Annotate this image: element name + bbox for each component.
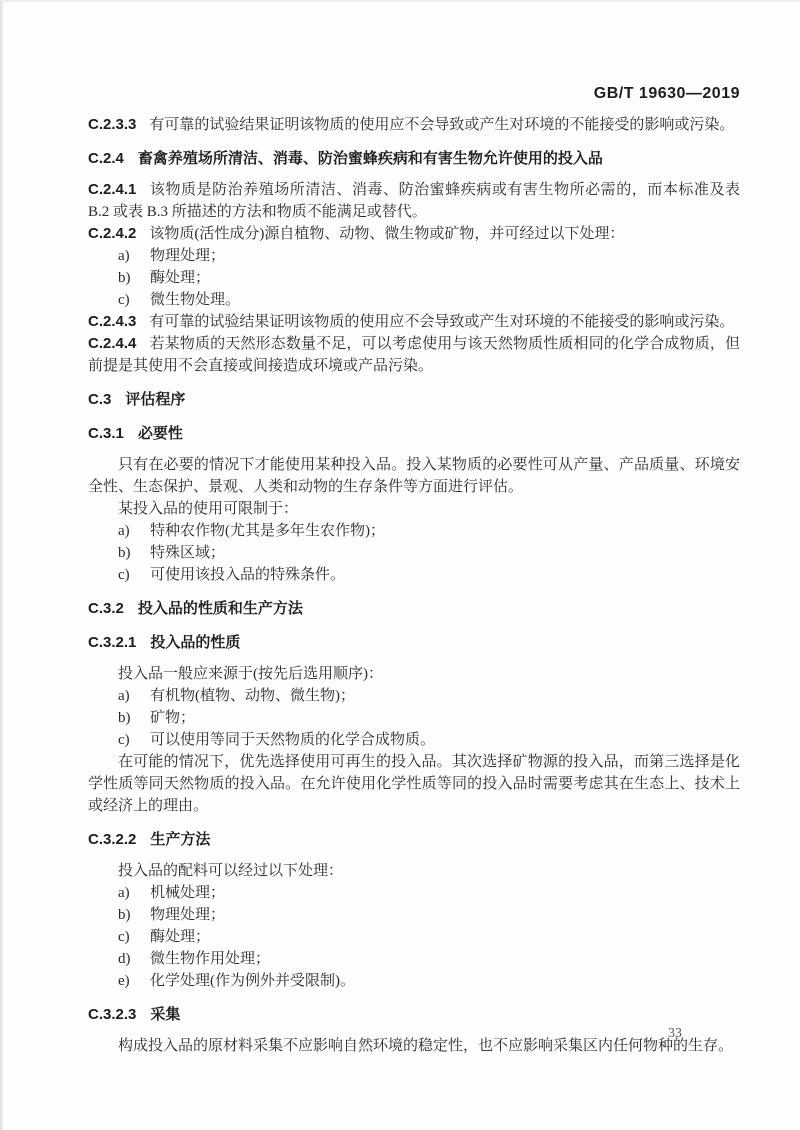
list-item — [88, 289, 740, 311]
heading-text: 畜禽养殖场所清洁、消毒、防治蜜蜂疾病和有害生物允许使用的投入品 — [137, 150, 603, 167]
list-item-text: 酶处理； — [150, 270, 211, 286]
section-heading — [88, 829, 740, 851]
heading-text: 必要性 — [137, 425, 183, 442]
list-item — [88, 542, 740, 564]
heading-text: 采集 — [150, 1006, 181, 1023]
section-heading — [88, 423, 740, 445]
section-heading — [88, 1004, 740, 1026]
clause-paragraph — [88, 311, 740, 333]
heading-text: 生产方法 — [150, 831, 211, 848]
paragraph: 在可能的情况下，优先选择使用可再生的投入品。其次选择矿物源的投入品，而第三选择是化学性质等同天然物质的投入品。在允许使用化学性质等同的投入品时需要考虑其在生态上、技术上或经济上的理由。 — [88, 754, 740, 814]
clause-text: 有可靠的试验结果证明该物质的使用应不会导致或产生对环境的不能接受的影响或污染。 — [149, 314, 735, 330]
clause-text: 若某物质的天然形态数量不足，可以考虑使用与该天然物质性质相同的化学合成物质，但前提是其使用不会直接或间接造成环境或产品污染。 — [88, 336, 740, 374]
list-item — [88, 904, 740, 926]
section-heading — [88, 598, 740, 620]
clause-number: C.2.4.3 — [88, 313, 137, 330]
clause-number: C.3 — [88, 391, 112, 408]
list-item-label: c) — [118, 732, 130, 748]
list-item — [88, 685, 740, 707]
list-item-text: 化学处理(作为例外并受限制)。 — [150, 973, 355, 989]
list-item-label: c) — [118, 567, 130, 583]
clause-paragraph — [88, 333, 740, 377]
scan-edge-left — [0, 0, 4, 1130]
page-number: 33 — [668, 1026, 682, 1041]
list-item — [88, 948, 740, 970]
list-item-label: a) — [118, 248, 130, 264]
list-item-text: 酶处理； — [150, 929, 211, 945]
list-item-label: b) — [118, 545, 131, 561]
heading-text: 投入品的性质 — [150, 634, 241, 651]
clause-number: C.3.1 — [88, 425, 124, 442]
section-heading — [88, 389, 740, 411]
paragraph: 构成投入品的原材料采集不应影响自然环境的稳定性，也不应影响采集区内任何物种的生存。 — [118, 1038, 734, 1054]
list-item-label: a) — [118, 885, 130, 901]
heading-text: 评估程序 — [125, 391, 186, 408]
list-item-text: 可以使用等同于天然物质的化学合成物质。 — [150, 732, 436, 748]
clause-paragraph — [88, 223, 740, 245]
list-item-label: b) — [118, 907, 131, 923]
list-item-label: a) — [118, 688, 130, 704]
list-item-label: d) — [118, 951, 131, 967]
list-item-label: e) — [118, 973, 130, 989]
list-item — [88, 882, 740, 904]
clause-number: C.2.3.3 — [88, 116, 137, 133]
list-item-label: c) — [118, 292, 130, 308]
list-item — [88, 970, 740, 992]
list-item-label: b) — [118, 710, 131, 726]
list-item-text: 矿物； — [150, 710, 196, 726]
scan-edge-top — [0, 0, 800, 3]
document-body — [88, 114, 740, 1057]
clause-text: 有可靠的试验结果证明该物质的使用应不会导致或产生对环境的不能接受的影响或污染。 — [149, 117, 735, 133]
clause-number: C.2.4.2 — [88, 225, 137, 242]
list-item-label: a) — [118, 523, 130, 539]
clause-text: 该物质(活性成分)源自植物、动物、微生物或矿物，并可经过以下处理： — [149, 226, 625, 242]
list-item-text: 特殊区域； — [150, 545, 226, 561]
paragraph: 某投入品的使用可限制于： — [118, 501, 299, 517]
list-item-text: 特种农作物(尤其是多年生农作物)； — [150, 523, 385, 539]
list-item-text: 可使用该投入品的特殊条件。 — [150, 567, 346, 583]
list-item — [88, 520, 740, 542]
list-item-label: b) — [118, 270, 131, 286]
paragraph: 只有在必要的情况下才能使用某种投入品。投入某物质的必要性可从产量、产品质量、环境安全性、生态保护、景观、人类和动物的生存条件等方面进行评估。 — [88, 457, 740, 495]
standard-code-header: GB/T 19630—2019 — [593, 85, 740, 102]
list-item — [88, 707, 740, 729]
list-item-text: 微生物处理。 — [150, 292, 241, 308]
clause-number: C.3.2.2 — [88, 831, 137, 848]
list-item — [88, 267, 740, 289]
list-item-text: 机械处理； — [150, 885, 226, 901]
clause-paragraph — [88, 114, 740, 136]
list-item-label: c) — [118, 929, 130, 945]
clause-number: C.2.4 — [88, 150, 124, 167]
list-item-text: 有机物(植物、动物、微生物)； — [150, 688, 355, 704]
clause-text: 该物质是防治养殖场所清洁、消毒、防治蜜蜂疾病或有害生物所必需的，而本标准及表 B.2 或表 B.3 所描述的方法和物质不能满足或替代。 — [88, 182, 740, 220]
clause-number: C.3.2.1 — [88, 634, 137, 651]
heading-text: 投入品的性质和生产方法 — [137, 600, 303, 617]
clause-number: C.3.2.3 — [88, 1006, 137, 1023]
section-heading — [88, 632, 740, 654]
section-heading — [88, 148, 740, 170]
paragraph: 投入品的配料可以经过以下处理： — [118, 863, 344, 879]
paragraph: 投入品一般应来源于(按先后选用顺序)： — [118, 666, 383, 682]
clause-number: C.3.2 — [88, 600, 124, 617]
clause-number: C.2.4.1 — [88, 181, 137, 198]
list-item — [88, 564, 740, 586]
list-item — [88, 729, 740, 751]
clause-number: C.2.4.4 — [88, 335, 137, 352]
list-item-text: 物理处理； — [150, 907, 226, 923]
list-item-text: 物理处理； — [150, 248, 226, 264]
list-item — [88, 245, 740, 267]
clause-paragraph — [88, 179, 740, 223]
list-item — [88, 926, 740, 948]
list-item-text: 微生物作用处理； — [150, 951, 271, 967]
